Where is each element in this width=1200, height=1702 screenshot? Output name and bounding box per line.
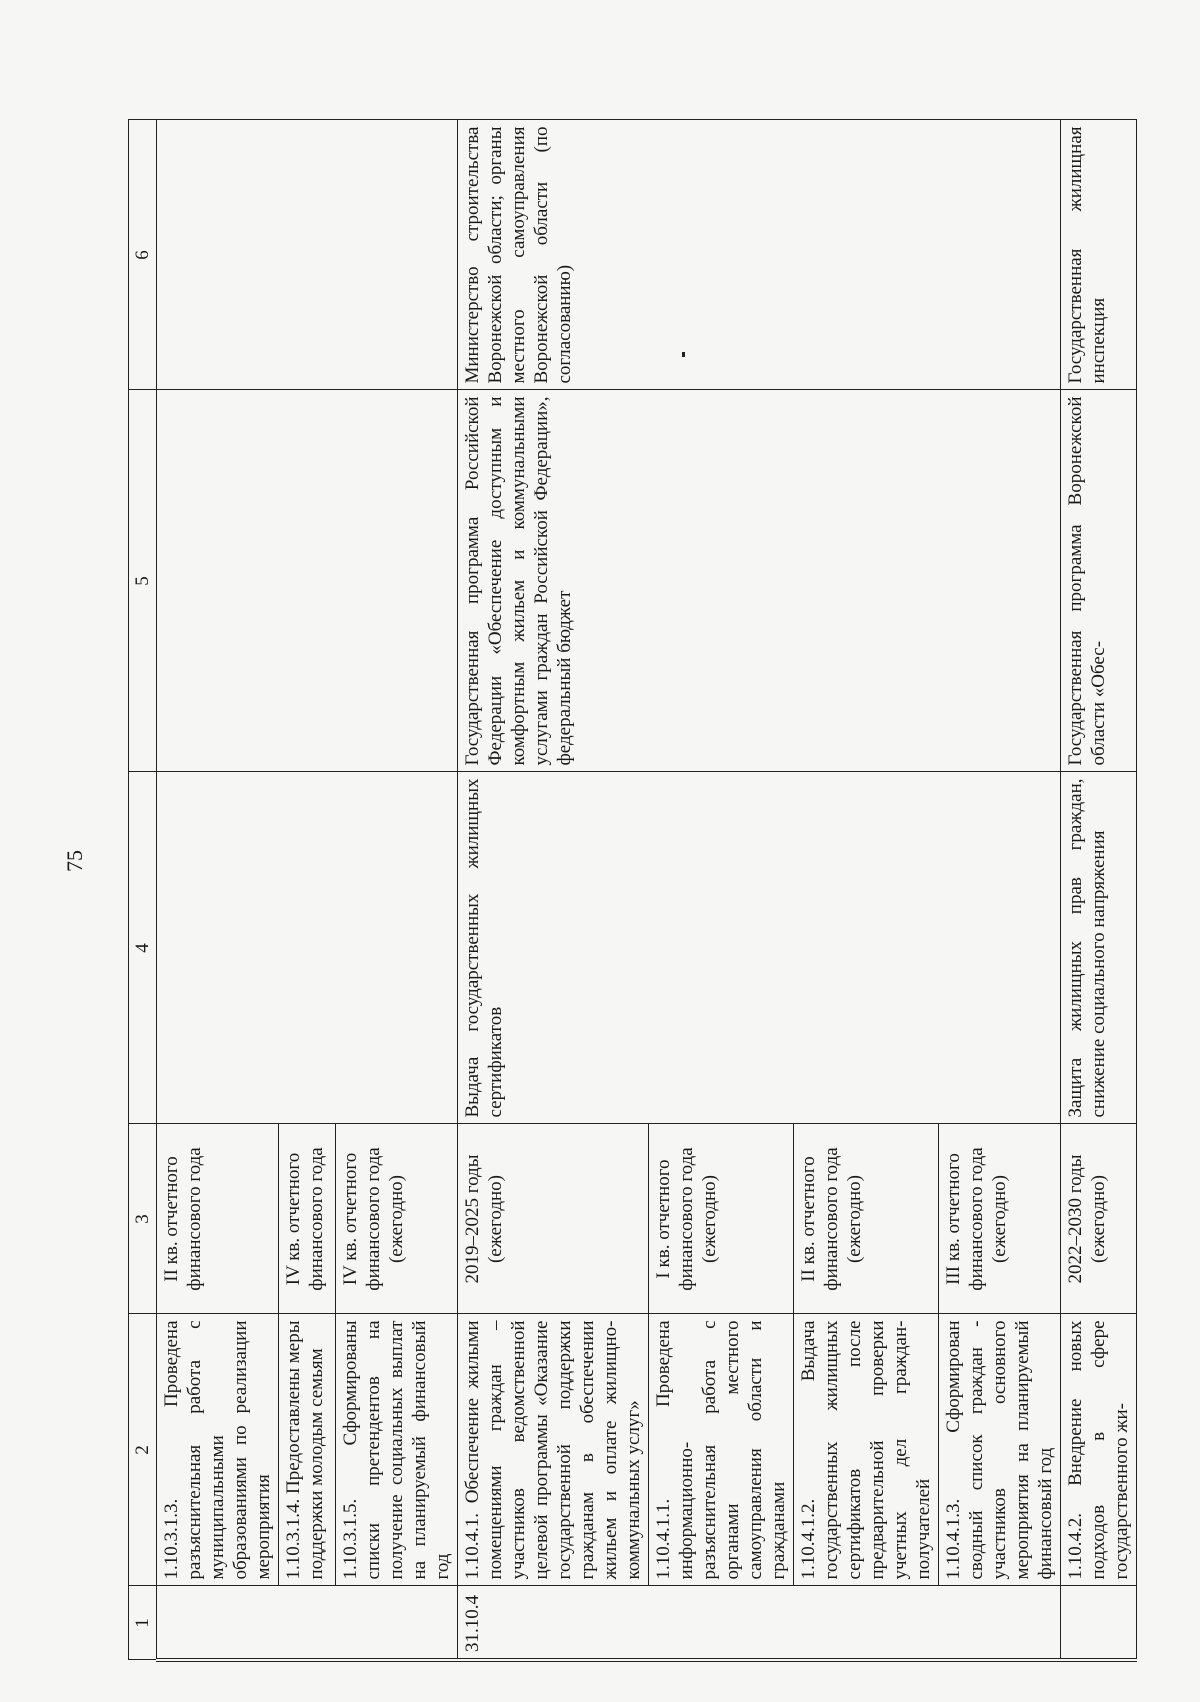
cell-source: Государственная программа Воронежской области «Обес- bbox=[1061, 390, 1137, 772]
measures-table bbox=[128, 120, 1137, 1663]
cell-result bbox=[157, 772, 458, 1124]
header-cell: 4 bbox=[129, 772, 157, 1124]
cell-executor bbox=[157, 120, 458, 390]
cell-result: Выдача государственных жилищных сертификатов bbox=[458, 772, 1061, 1124]
cell-result: Защита жилищных прав граждан, снижение социального напряжения bbox=[1061, 772, 1137, 1124]
cell-measure: 1.10.3.1.5. Сформированы списки претендентов на получение социальных выплат на планируемый финансовый год bbox=[336, 1314, 458, 1586]
cell-period: 2022–2030 годы (ежегодно) bbox=[1061, 1124, 1137, 1314]
cell-period: IV кв. отчетного финансового года (ежегодно) bbox=[336, 1124, 458, 1314]
rotated-table-container bbox=[128, 122, 1132, 1662]
cell-period: II кв. отчетного финансового года bbox=[157, 1124, 279, 1314]
cell-source bbox=[157, 390, 458, 772]
cell-measure: 1.10.4.2. Внедрение новых подходов в сфере государственного жи- bbox=[1061, 1314, 1137, 1586]
cell-code bbox=[157, 1586, 458, 1660]
cell-measure: 1.10.4.1.1. Проведена информационно-разъяснительная работа с органами местного самоуправления области и гражданами bbox=[649, 1314, 794, 1586]
header-cell: 3 bbox=[129, 1124, 157, 1314]
header-cell: 6 bbox=[129, 120, 157, 390]
cell-measure: 1.10.4.1.2. Выдача государственных жилищных сертификатов после предварительной проверки учетных дел граждан-получателей bbox=[794, 1314, 939, 1586]
header-cell: 1 bbox=[129, 1586, 157, 1660]
cell-code: 31.10.4 bbox=[458, 1586, 1061, 1660]
header-row bbox=[129, 120, 157, 1660]
table-row bbox=[458, 120, 649, 1660]
cell-measure: 1.10.4.1. Обеспечение жилыми помещениями граждан – участников ведомственной целевой программы «Оказание государственной поддержки гражданам в обеспечении жильем и оплате жилищно-коммунальных услуг» bbox=[458, 1314, 649, 1586]
cell-code bbox=[1061, 1586, 1137, 1660]
cell-measure: 1.10.4.1.3. Сформирован сводный список граждан - участников основного мероприятия на планируемый финансовый год bbox=[939, 1314, 1061, 1586]
header-cell: 5 bbox=[129, 390, 157, 772]
cell-period: I кв. отчетного финансового года (ежегодно) bbox=[649, 1124, 794, 1314]
cell-period: III кв. отчетного финансового года (ежегодно) bbox=[939, 1124, 1061, 1314]
cell-period: II кв. отчетного финансового года (ежегодно) bbox=[794, 1124, 939, 1314]
table-row bbox=[157, 120, 279, 1660]
cell-executor: Министерство строительства Воронежской области; органы местного самоуправления Воронежской области (по согласованию) bbox=[458, 120, 1061, 390]
cell-source: Государственная программа Российской Федерации «Обеспечение доступным и комфортным жильем и коммунальными услугами граждан Российской Федерации», федеральный бюджет bbox=[458, 390, 1061, 772]
cell-period: 2019–2025 годы (ежегодно) bbox=[458, 1124, 649, 1314]
table-row bbox=[1061, 120, 1137, 1660]
page-number: 75 bbox=[62, 850, 87, 872]
cell-measure: 1.10.3.1.4. Предоставлены меры поддержки молодым семьям bbox=[279, 1314, 336, 1586]
cell-period: IV кв. отчетного финансового года bbox=[279, 1124, 336, 1314]
cell-executor: Государственная жилищная инспекция bbox=[1061, 120, 1137, 390]
header-cell: 2 bbox=[129, 1314, 157, 1586]
cell-measure: 1.10.3.1.3. Проведена разъяснительная работа с муниципальными образованиями по реализации мероприятия bbox=[157, 1314, 279, 1586]
